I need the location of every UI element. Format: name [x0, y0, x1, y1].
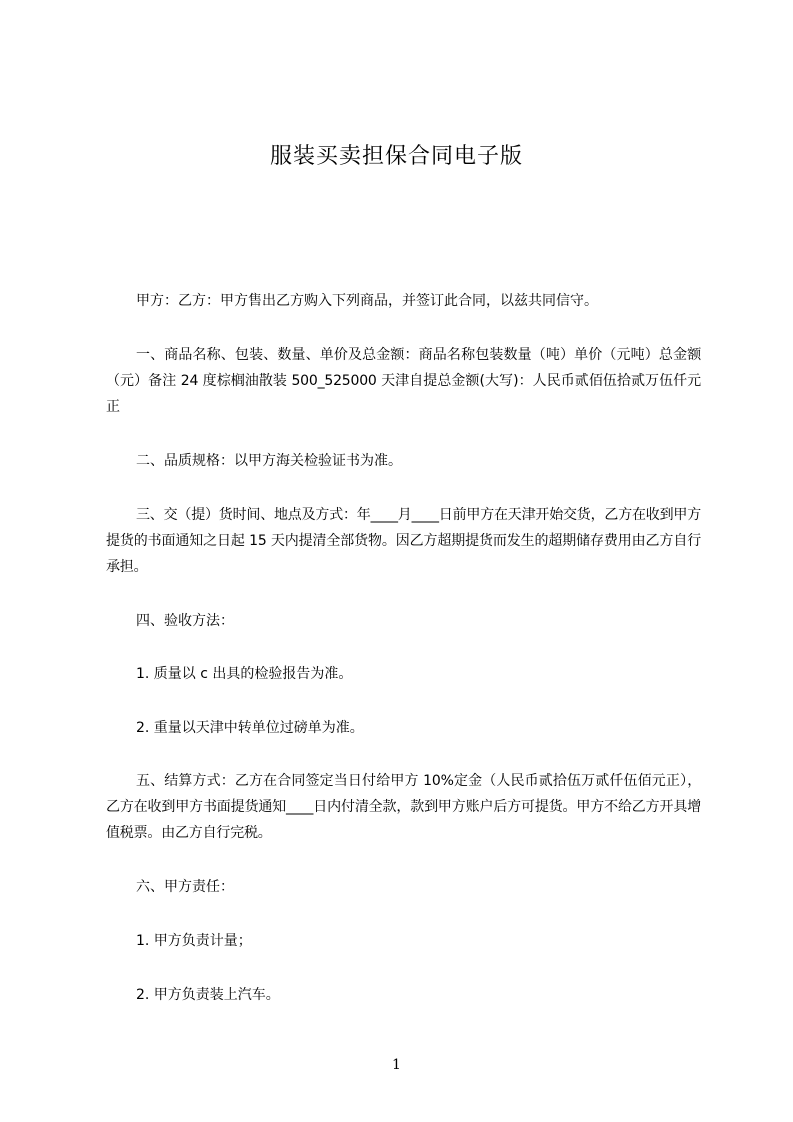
paragraph-goods: 一、商品名称、包装、数量、单价及总金额：商品名称包装数量（吨）单价（元吨）总金额（元）备注 24 度棕榈油散装 500_525000 天津自提总金额(大写)：人民币贰佰伍拾贰万伍仟元正 [106, 347, 701, 415]
document-title: 服装买卖担保合同电子版 [269, 144, 523, 169]
paragraph-quality: 二、品质规格：以甲方海关检验证书为准。 [136, 453, 402, 469]
paragraph-party-a-duty: 六、甲方责任： [136, 879, 234, 895]
paragraph-inspection-item-1: 1. 质量以 c 出具的检验报告为准。 [136, 666, 353, 682]
paragraph-settlement: 五、结算方式：乙方在合同签定当日付给甲方 10%定金（人民币贰拾伍万贰仟伍佰元正），乙方在收到甲方书面提货通知____日内付清全款，款到甲方账户后方可提货。甲方不给乙方开具增值税票。由乙方自行完税。 [106, 773, 701, 841]
page-number: 1 [392, 1057, 401, 1073]
paragraph-party-a-duty-2: 2. 甲方负责装上汽车。 [136, 987, 280, 1003]
paragraph-inspection-item-2: 2. 重量以天津中转单位过磅单为准。 [136, 720, 364, 736]
paragraph-delivery: 三、交（提）货时间、地点及方式：年____月____日前甲方在天津开始交货，乙方在收到甲方提货的书面通知之日起 15 天内提清全部货物。因乙方超期提货而发生的超期储存费用由乙方自行承担。 [106, 507, 701, 575]
paragraph-inspection: 四、验收方法： [136, 613, 234, 629]
paragraph-parties: 甲方：乙方：甲方售出乙方购入下列商品，并签订此合同，以兹共同信守。 [136, 293, 598, 309]
paragraph-party-a-duty-1: 1. 甲方负责计量； [136, 933, 252, 949]
